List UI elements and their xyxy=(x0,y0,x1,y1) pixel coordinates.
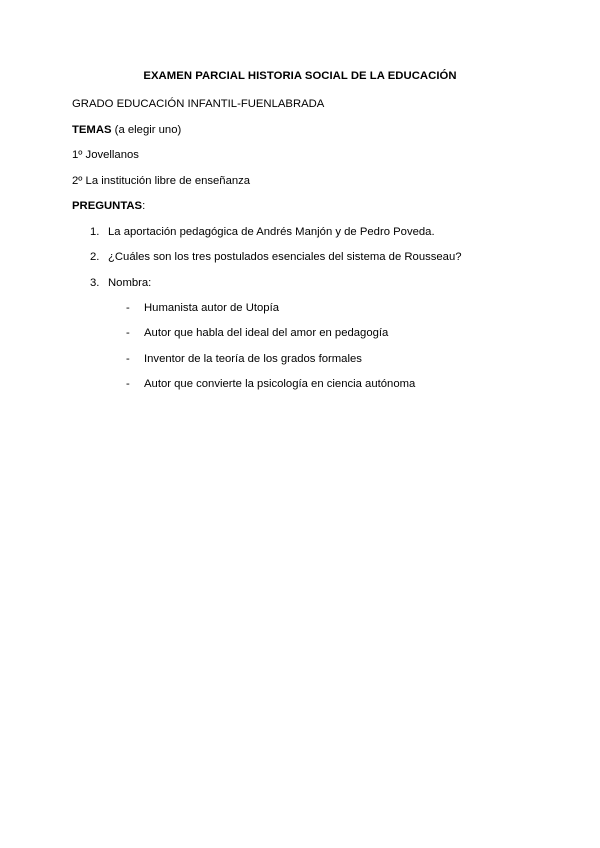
nombra-item: Autor que convierte la psicología en ciencia autónoma xyxy=(144,378,416,390)
temas-heading xyxy=(72,124,181,136)
question-number: 3. xyxy=(90,277,100,289)
list-marker: - xyxy=(126,353,130,365)
preguntas-colon: : xyxy=(142,200,146,212)
nombra-item: Humanista autor de Utopía xyxy=(144,302,280,314)
tema-item: 1º Jovellanos xyxy=(72,149,139,161)
list-marker: - xyxy=(126,378,130,390)
question-number: 1. xyxy=(90,226,100,238)
list-marker: - xyxy=(126,302,130,314)
nombra-item: Inventor de la teoría de los grados formales xyxy=(144,353,362,365)
preguntas-heading xyxy=(72,200,145,212)
grado-line: GRADO EDUCACIÓN INFANTIL-FUENLABRADA xyxy=(72,98,325,110)
preguntas-label: PREGUNTAS xyxy=(72,200,143,212)
question-text: Nombra: xyxy=(108,277,152,289)
nombra-item: Autor que habla del ideal del amor en pedagogía xyxy=(144,327,389,339)
question-text: La aportación pedagógica de Andrés Manjón y de Pedro Poveda. xyxy=(108,226,435,238)
temas-note: (a elegir uno) xyxy=(111,124,182,136)
tema-item: 2º La institución libre de enseñanza xyxy=(72,175,251,187)
list-marker: - xyxy=(126,327,130,339)
question-number: 2. xyxy=(90,251,100,263)
question-text: ¿Cuáles son los tres postulados esenciales del sistema de Rousseau? xyxy=(108,251,462,263)
exam-title: EXAMEN PARCIAL HISTORIA SOCIAL DE LA EDUCACIÓN xyxy=(143,70,457,82)
temas-label: TEMAS xyxy=(72,124,112,136)
